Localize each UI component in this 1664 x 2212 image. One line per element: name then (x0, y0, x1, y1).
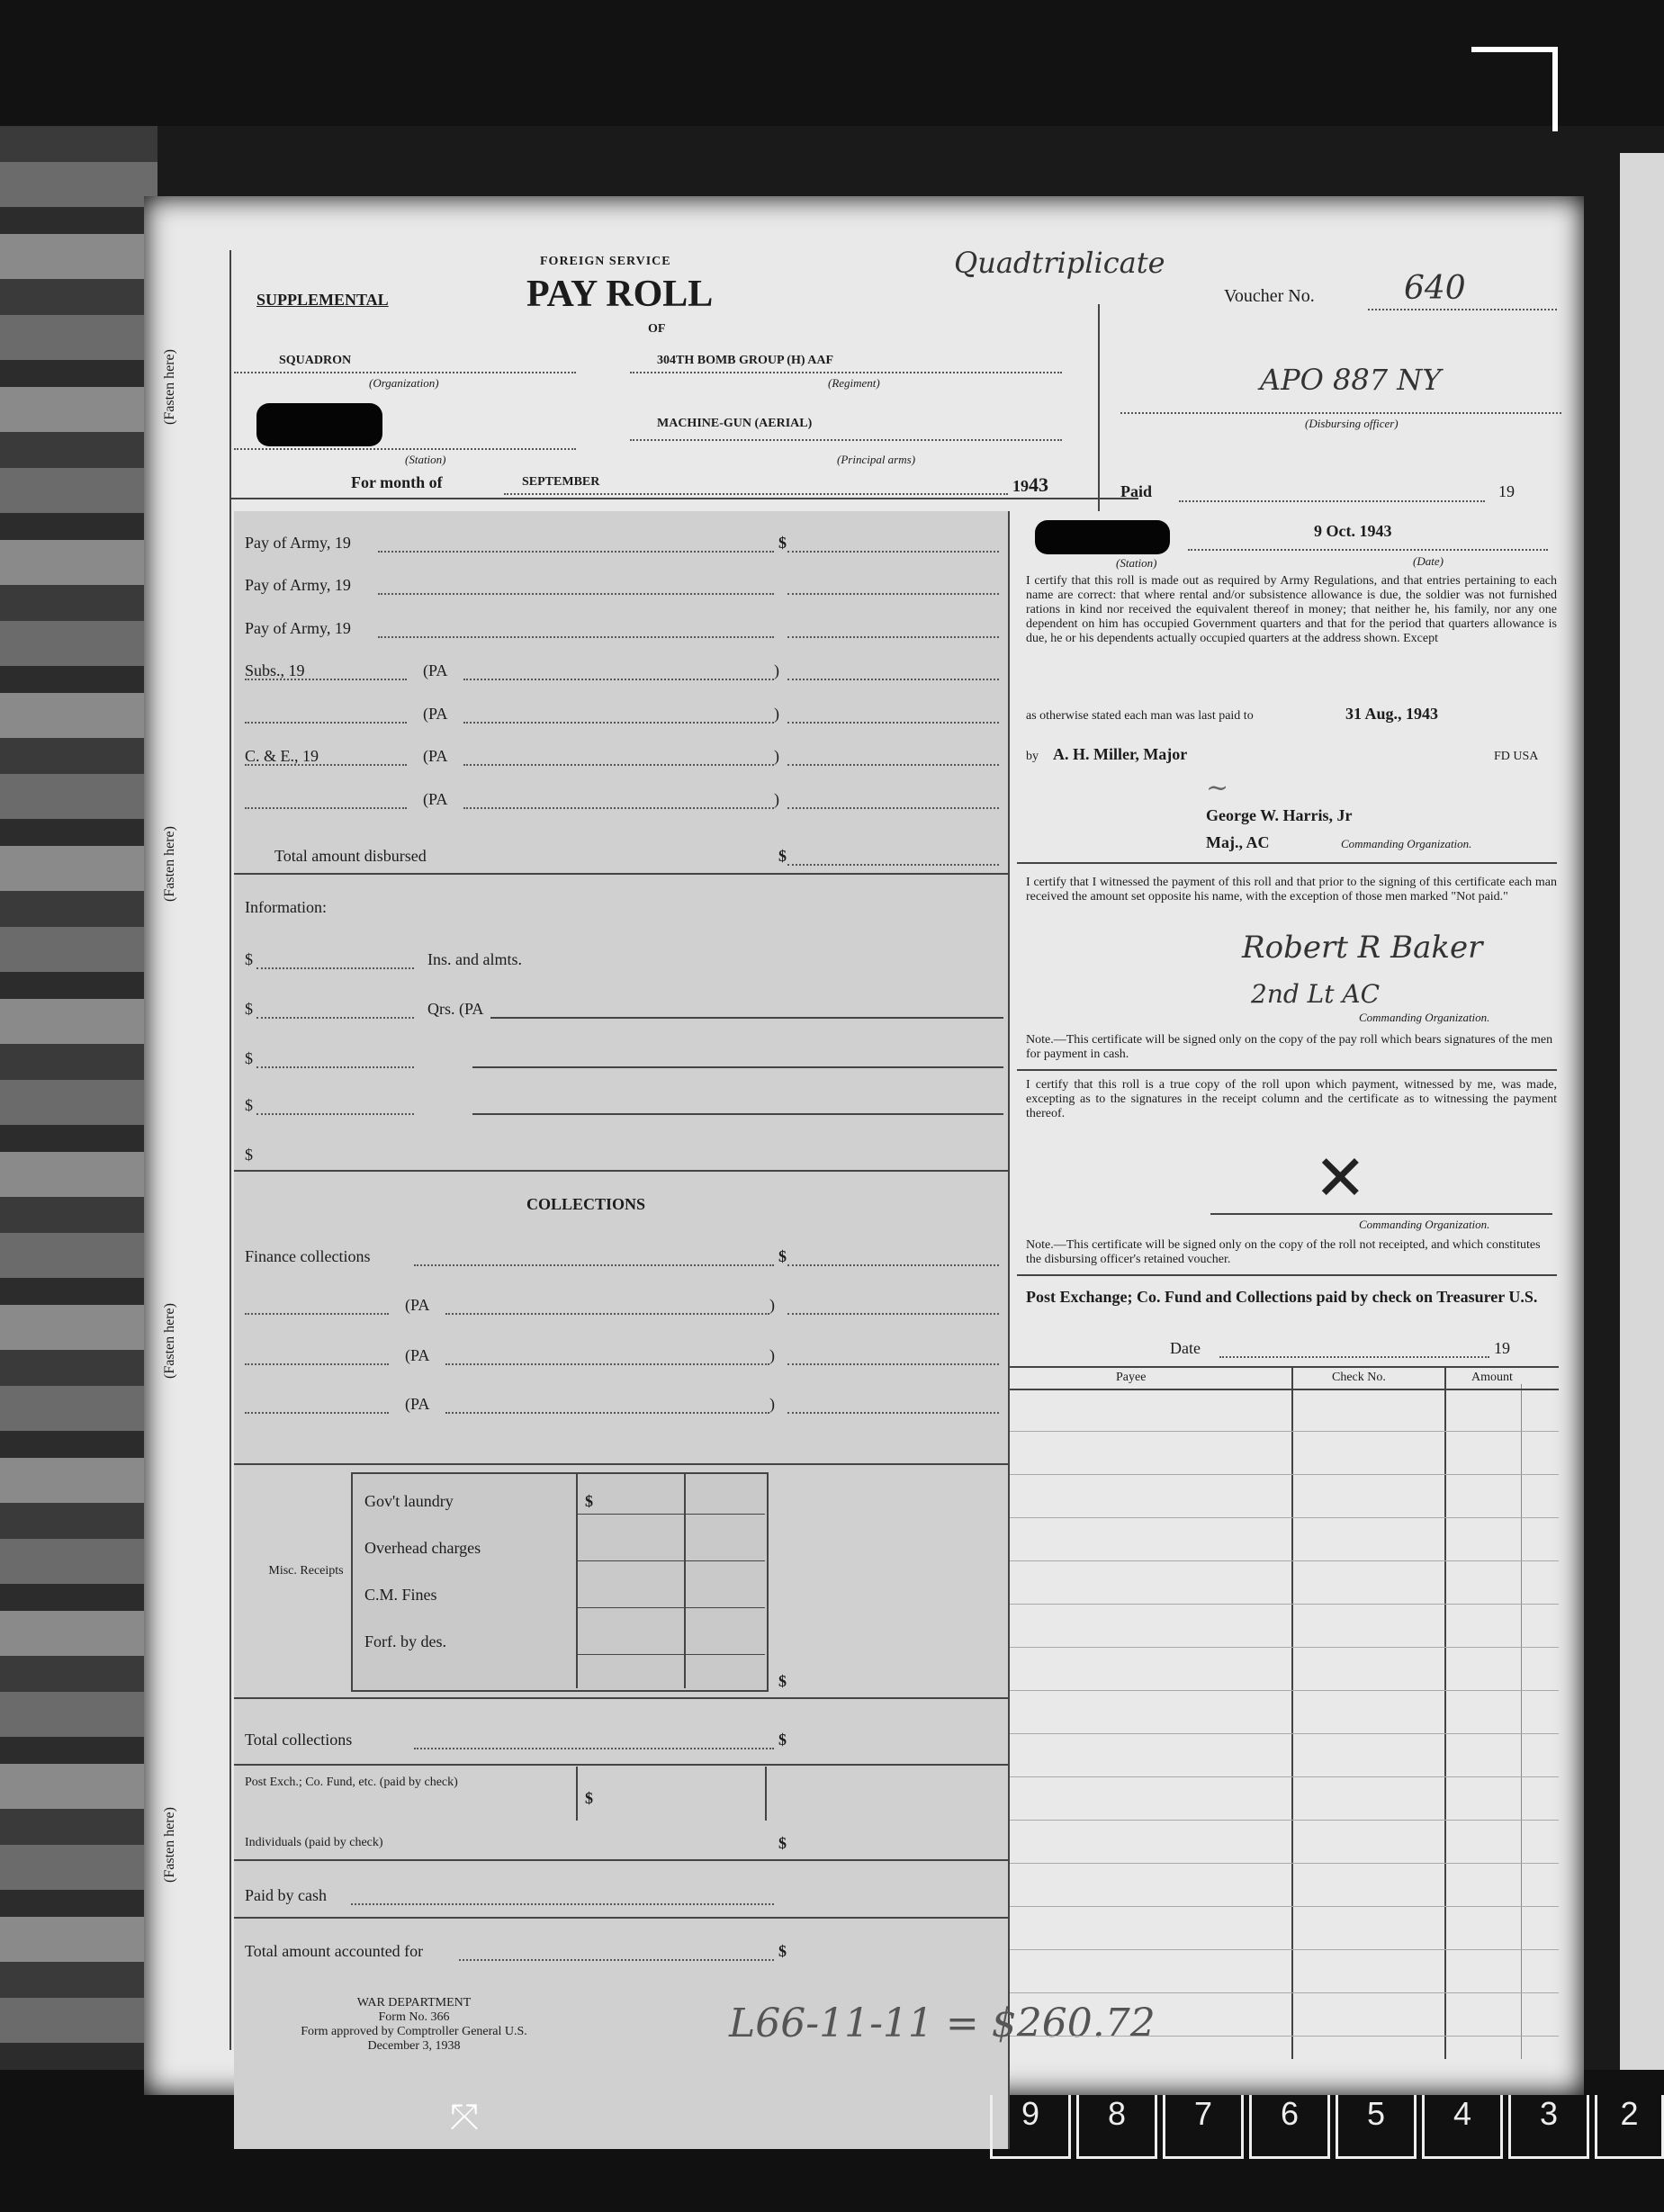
dollar-sign: $ (245, 950, 253, 968)
pay-roll-document (144, 196, 1584, 2095)
film-frame-number: 3 (1508, 2095, 1589, 2159)
pa-label: (PA (405, 1395, 430, 1413)
dollar-sign: $ (778, 1834, 787, 1852)
ins-label: Ins. and almts. (427, 950, 522, 968)
paren-close: ) (774, 790, 779, 808)
fasten-label: (Fasten here) (162, 826, 177, 902)
signature-2: Robert R Baker (1242, 930, 1483, 966)
misc-item: Gov't laundry (364, 1492, 454, 1510)
certificate-date: 9 Oct. 1943 (1314, 522, 1392, 540)
commanding-caption: Commanding Organization. (1341, 837, 1472, 850)
redaction-station (256, 403, 382, 446)
dollar-sign: $ (778, 847, 787, 865)
regiment-value: 304TH BOMB GROUP (H) AAF (657, 354, 833, 367)
col-amount: Amount (1471, 1371, 1513, 1384)
crop-corner-marker (1471, 47, 1558, 131)
certificate-2: I certify that I witnessed the payment of this roll and that prior to the signing of this certificate each man received the amount set opposite his name, with the exception of those men marked "Not paid." (1026, 876, 1557, 904)
year-prefix: 19 (1012, 477, 1029, 495)
film-frame-number: 8 (1076, 2095, 1157, 2159)
paid-label: Paid (1120, 482, 1153, 500)
footer-dept: WAR DEPARTMENT (356, 1996, 472, 2010)
check-table (1010, 1366, 1559, 2061)
total-accounted-label: Total amount accounted for (245, 1942, 424, 1960)
note-1: Note.—This certificate will be signed only on the copy of the pay roll which bears signatures of the men for payment in cash. (1026, 1033, 1553, 1061)
footer-date: December 3, 1938 (367, 2039, 461, 2053)
post-exch-label: Post Exch.; Co. Fund, etc. (paid by check) (245, 1776, 458, 1789)
dollar-sign: $ (245, 1096, 253, 1114)
pa-label: (PA (423, 747, 448, 765)
pay-row-label: Pay of Army, 19 (245, 619, 351, 637)
expand-icon[interactable]: ⤧ (450, 2097, 479, 2138)
by-label: by (1026, 750, 1039, 763)
certificate-3: I certify that this roll is a true copy of the roll upon which payment, witnessed by me, was made, excepting as to the signatures in the receipt column and the certificate as to witnessing the payment thereof. (1026, 1078, 1557, 1120)
total-disbursed-label: Total amount disbursed (274, 847, 427, 865)
total-collections-label: Total collections (245, 1731, 353, 1749)
pay-row-label: Subs., 19 (245, 661, 305, 679)
supplemental-label: SUPPLEMENTAL (256, 291, 389, 309)
col-payee: Payee (1116, 1371, 1147, 1384)
individuals-label: Individuals (paid by check) (245, 1836, 383, 1849)
misc-item: C.M. Fines (364, 1586, 437, 1604)
film-frame-number: 2 (1595, 2095, 1664, 2159)
last-paid-label: as otherwise stated each man was last paid to (1026, 709, 1254, 723)
organization-caption: (Organization) (369, 376, 439, 390)
finance-collections-label: Finance collections (245, 1247, 371, 1265)
paid-by-cash-label: Paid by cash (245, 1886, 327, 1904)
fd-suffix: FD USA (1494, 750, 1539, 763)
signature-1: ~ (1206, 772, 1229, 804)
dollar-sign: $ (778, 1672, 787, 1690)
signer-name: George W. Harris, Jr (1206, 806, 1353, 824)
film-frame-number: 4 (1422, 2095, 1503, 2159)
pa-label: (PA (423, 790, 448, 808)
voucher-number: 640 (1404, 270, 1466, 307)
film-strip-right (1620, 153, 1664, 2070)
form-of: OF (648, 322, 666, 336)
paren-close: ) (774, 747, 779, 765)
commanding-caption: Commanding Organization. (1359, 1218, 1490, 1231)
fasten-label: (Fasten here) (162, 1303, 177, 1379)
fasten-label: (Fasten here) (162, 1807, 177, 1883)
paren-close: ) (769, 1296, 775, 1314)
pa-label: (PA (423, 705, 448, 723)
film-frame-number: 7 (1163, 2095, 1244, 2159)
dollar-sign: $ (778, 1731, 787, 1749)
film-frame-number: 5 (1336, 2095, 1417, 2159)
organization-value: SQUADRON (279, 354, 352, 367)
station-caption: (Station) (405, 453, 446, 466)
year-value: 43 (1029, 473, 1048, 496)
quadruplicate-note: Quadtriplicate (954, 246, 1165, 280)
signer-rank: Maj., AC (1206, 833, 1270, 851)
pay-row-label: Pay of Army, 19 (245, 576, 351, 594)
pa-label: (PA (405, 1346, 430, 1364)
information-label: Information: (245, 898, 327, 916)
disbursing-caption: (Disbursing officer) (1305, 417, 1399, 430)
qrs-label: Qrs. (PA (427, 1000, 484, 1018)
post-exchange-heading: Post Exchange; Co. Fund and Collections paid by check on Treasurer U.S. (1026, 1288, 1538, 1306)
month-label: For month of (351, 473, 443, 491)
misc-item: Forf. by des. (364, 1632, 446, 1650)
pa-label: (PA (423, 661, 448, 679)
pay-row-label: Pay of Army, 19 (245, 534, 351, 552)
misc-item: Overhead charges (364, 1539, 481, 1557)
col-check: Check No. (1332, 1371, 1386, 1384)
pa-label: (PA (405, 1296, 430, 1314)
date-caption: (Date) (1413, 554, 1444, 568)
signature-2-rank: 2nd Lt AC (1251, 979, 1381, 1009)
form-title: PAY ROLL (526, 274, 714, 315)
date-year: 19 (1494, 1339, 1510, 1357)
redaction-station-right (1035, 520, 1170, 554)
regiment-caption: (Regiment) (828, 376, 880, 390)
dollar-sign: $ (245, 1146, 253, 1164)
paren-close: ) (769, 1346, 775, 1364)
film-frame-number: 9 (990, 2095, 1071, 2159)
dollar-sign: $ (778, 534, 787, 552)
paren-close: ) (774, 705, 779, 723)
dollar-sign: $ (778, 1247, 787, 1265)
disbursing-value: APO 887 NY (1260, 363, 1442, 397)
misc-receipts-label: Misc. Receipts (268, 1564, 344, 1578)
footer-form-no: Form No. 366 (378, 2010, 450, 2024)
by-value: A. H. Miller, Major (1053, 745, 1188, 763)
dollar-sign: $ (778, 1942, 787, 1960)
date-label: Date (1170, 1339, 1201, 1357)
voucher-label: Voucher No. (1224, 286, 1315, 306)
dollar-sign: $ (585, 1789, 593, 1807)
film-frame-number: 6 (1249, 2095, 1330, 2159)
collections-heading: COLLECTIONS (526, 1195, 646, 1213)
paid-year: 19 (1498, 482, 1515, 500)
dollar-sign: $ (245, 1049, 253, 1067)
form-header-top: FOREIGN SERVICE (540, 255, 671, 268)
month-value: SEPTEMBER (522, 475, 600, 489)
note-2: Note.—This certificate will be signed only on the copy of the roll not receipted, and which constitutes the disbursing officer's retained voucher. (1026, 1238, 1541, 1266)
paren-close: ) (769, 1395, 775, 1413)
scanner-top-bar (0, 0, 1664, 126)
principal-arms-value: MACHINE-GUN (AERIAL) (657, 417, 813, 430)
certificate-1: I certify that this roll is made out as required by Army Regulations, and that entries pertaining to each name are correct: that where rental and/or subsistence allowance is due, the soldier was not furnished rations in kind nor received the equivalent thereof in money; that neither he, his family, nor any one dependent on him has occupied Government quarters and that for the period that quarters allowance is due, he or his dependents actually occupied quarters at the address shown. Except (1026, 574, 1557, 645)
dollar-sign: $ (585, 1492, 593, 1510)
handwritten-total: L66-11-11 = $260.72 (729, 2001, 1156, 2046)
footer-approved: Form approved by Comptroller General U.S. (301, 2025, 527, 2038)
commanding-caption: Commanding Organization. (1359, 1011, 1490, 1024)
principal-arms-caption: (Principal arms) (837, 453, 916, 466)
x-mark: ✕ (1314, 1141, 1367, 1215)
form-footer (288, 1996, 540, 2054)
fasten-label: (Fasten here) (162, 349, 177, 425)
paren-close: ) (774, 661, 779, 679)
dollar-sign: $ (245, 1000, 253, 1018)
film-strip-left (0, 126, 157, 2212)
last-paid-value: 31 Aug., 1943 (1345, 705, 1439, 723)
pay-row-label: C. & E., 19 (245, 747, 319, 765)
station-caption-right: (Station) (1116, 556, 1157, 570)
